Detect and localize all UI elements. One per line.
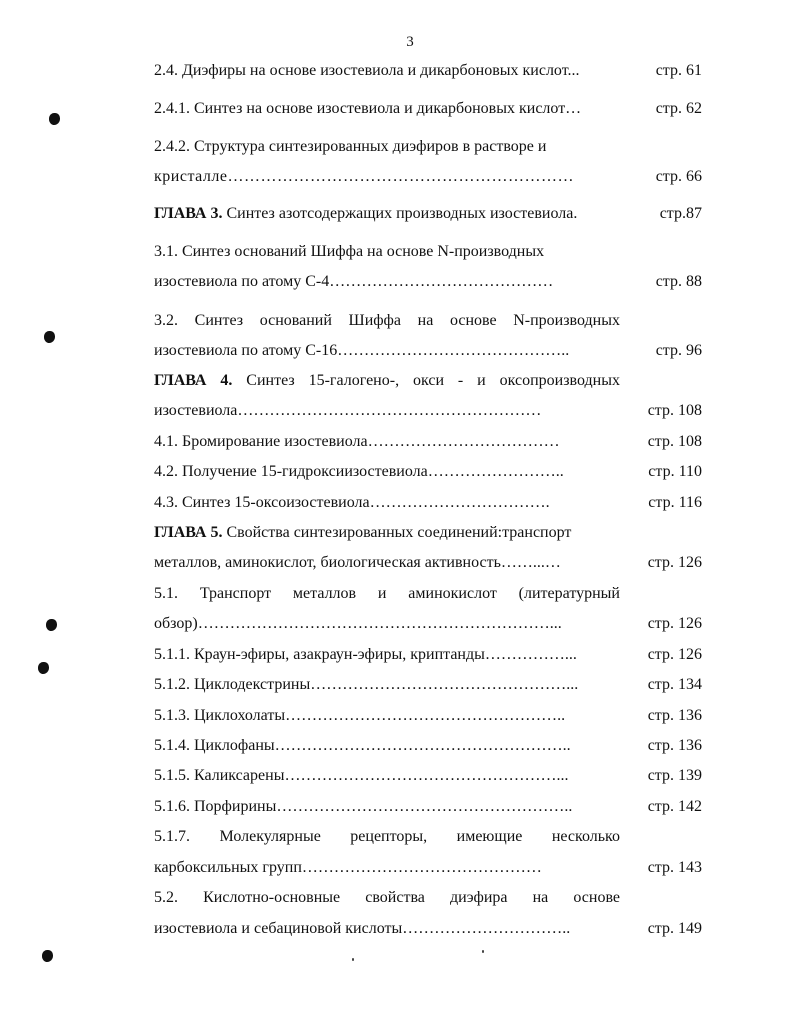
punch-hole-mark	[38, 662, 49, 674]
toc-entry-5-2-cont	[154, 918, 702, 940]
chapter-label: ГЛАВА 3.	[154, 205, 223, 222]
toc-entry-page: стр. 136	[647, 737, 702, 754]
toc-entry-text: 5.1.7. Молекулярные рецепторы, имеющие несколько	[154, 828, 620, 845]
toc-entry-5-1-7-cont	[154, 857, 702, 879]
toc-entry-text: 5.1.3. Циклохолаты……………………………………………..	[154, 707, 566, 724]
toc-entry-5-2	[154, 887, 702, 909]
toc-entry-page: стр. 126	[647, 615, 702, 632]
toc-entry-text: Синтез азотсодержащих производных изостевиола.	[222, 205, 578, 222]
toc-entry-5-1-7	[154, 826, 702, 848]
toc-entry-3-1	[154, 241, 702, 263]
toc-entry-text: карбоксильных групп………………………………………	[154, 859, 542, 876]
toc-entry-5-1-2	[154, 674, 702, 696]
punch-hole-mark	[44, 331, 55, 343]
toc-entry-5-1-cont	[154, 613, 702, 635]
toc-entry-page: стр. 149	[647, 920, 702, 937]
toc-entry-text: 2.4.1. Синтез на основе изостевиола и дикарбоновых кислот…	[154, 100, 582, 117]
toc-entry-4-2	[154, 461, 702, 483]
scan-speck	[482, 950, 484, 953]
toc-entry-5-1-4	[154, 735, 702, 757]
toc-entry-5-1-3	[154, 705, 702, 727]
toc-entry-3-1-cont	[154, 271, 702, 293]
toc-chapter-4-cont	[154, 400, 702, 422]
toc-entry-page: стр. 116	[648, 494, 702, 511]
toc-entry-text: металлов, аминокислот, биологическая активность……...…	[154, 554, 561, 571]
toc-entry-page: стр. 139	[647, 767, 702, 784]
toc-entry-text: 2.4.2. Структура синтезированных диэфиров в растворе и	[154, 138, 547, 155]
punch-hole-mark	[49, 113, 60, 125]
toc-entry-text: 5.1.1. Краун-эфиры, азакраун-эфиры, криптанды……………...	[154, 646, 577, 663]
toc-entry-text: 5.1.2. Циклодекстрины…………………………………………...	[154, 676, 579, 693]
toc-entry-5-1-1	[154, 644, 702, 666]
page-number: 3	[406, 34, 414, 50]
toc-entry-text: изостевиола и себациновой кислоты…………………………..	[154, 920, 571, 937]
toc-entry-text: изостевиола…………………………………………………	[154, 402, 542, 419]
toc-entry-text: изостевиола по атому С-16……………………………………..	[154, 342, 570, 359]
toc-entry-text: 5.1. Транспорт металлов и аминокислот (литературный	[154, 585, 620, 602]
toc-entry-page: стр. 134	[647, 676, 702, 693]
chapter-label: ГЛАВА 5.	[154, 524, 223, 541]
toc-entry-5-1-5	[154, 765, 702, 787]
toc-chapter-3	[154, 203, 702, 225]
toc-entry-text: Свойства синтезированных соединений:транспорт	[222, 524, 572, 541]
toc-chapter-5-cont	[154, 552, 702, 574]
toc-entry-3-2-cont	[154, 340, 702, 362]
toc-entry-page: стр. 61	[655, 62, 702, 79]
toc-entry-page: стр. 62	[655, 100, 702, 117]
toc-entry-text: 5.2. Кислотно-основные свойства диэфира на основе	[154, 889, 620, 906]
toc-entry-page: стр.87	[659, 205, 702, 222]
toc-entry-text: 3.1. Синтез оснований Шиффа на основе N-производных	[154, 243, 545, 260]
toc-entry-text: обзор)…………………………………………………………...	[154, 615, 562, 632]
toc-entry-text: 4.1. Бромирование изостевиола………………………………	[154, 433, 560, 450]
chapter-label: ГЛАВА 4.	[154, 372, 233, 389]
toc-entry-page: стр. 126	[647, 646, 702, 663]
toc-entry-page: стр. 126	[647, 554, 702, 571]
toc-entry-4-3	[154, 492, 702, 514]
toc-chapter-4	[154, 370, 702, 392]
toc-entry-2-4-1	[154, 98, 702, 120]
toc-entry-page: стр. 108	[647, 433, 702, 450]
toc-entry-page: стр. 136	[647, 707, 702, 724]
toc-entry-page: стр. 96	[655, 342, 702, 359]
toc-entry-2-4-2	[154, 136, 702, 158]
toc-entry-2-4-2-cont	[154, 166, 702, 188]
toc-entry-text: 3.2. Синтез оснований Шиффа на основе N-производных	[154, 312, 620, 329]
toc-entry-text: Синтез 15-галогено-, окси - и оксопроизводных	[232, 372, 620, 389]
toc-entry-page: стр. 110	[648, 463, 702, 480]
toc-entry-page: стр. 143	[647, 859, 702, 876]
toc-entry-text: 5.1.4. Циклофаны………………………………………………..	[154, 737, 571, 754]
toc-entry-5-1	[154, 583, 702, 605]
toc-entry-4-1	[154, 431, 702, 453]
toc-entry-text: 2.4. Диэфиры на основе изостевиола и дикарбоновых кислот...	[154, 62, 580, 79]
toc-chapter-5	[154, 522, 702, 544]
toc-entry-3-2	[154, 310, 702, 332]
toc-entry-page: стр. 108	[647, 402, 702, 419]
punch-hole-mark	[46, 619, 57, 631]
toc-entry-page: стр. 88	[655, 273, 702, 290]
toc-entry-text: изостевиола по атому С-4……………………………………	[154, 273, 554, 290]
toc-entry-text: 4.3. Синтез 15-оксоизостевиола…………………………….	[154, 494, 550, 511]
toc-entry-2-4	[154, 60, 702, 82]
scan-speck	[352, 958, 354, 961]
toc-entry-text: 4.2. Получение 15-гидроксиизостевиола……………………..	[154, 463, 564, 480]
punch-hole-mark	[42, 950, 53, 962]
toc-entry-text: кристалле………………………………………………………	[154, 168, 574, 185]
toc-entry-page: стр. 66	[655, 168, 702, 185]
toc-entry-5-1-6	[154, 796, 702, 818]
toc-entry-text: 5.1.5. Каликсарены……………………………………………...	[154, 767, 569, 784]
toc-entry-page: стр. 142	[647, 798, 702, 815]
toc-entry-text: 5.1.6. Порфирины………………………………………………..	[154, 798, 573, 815]
